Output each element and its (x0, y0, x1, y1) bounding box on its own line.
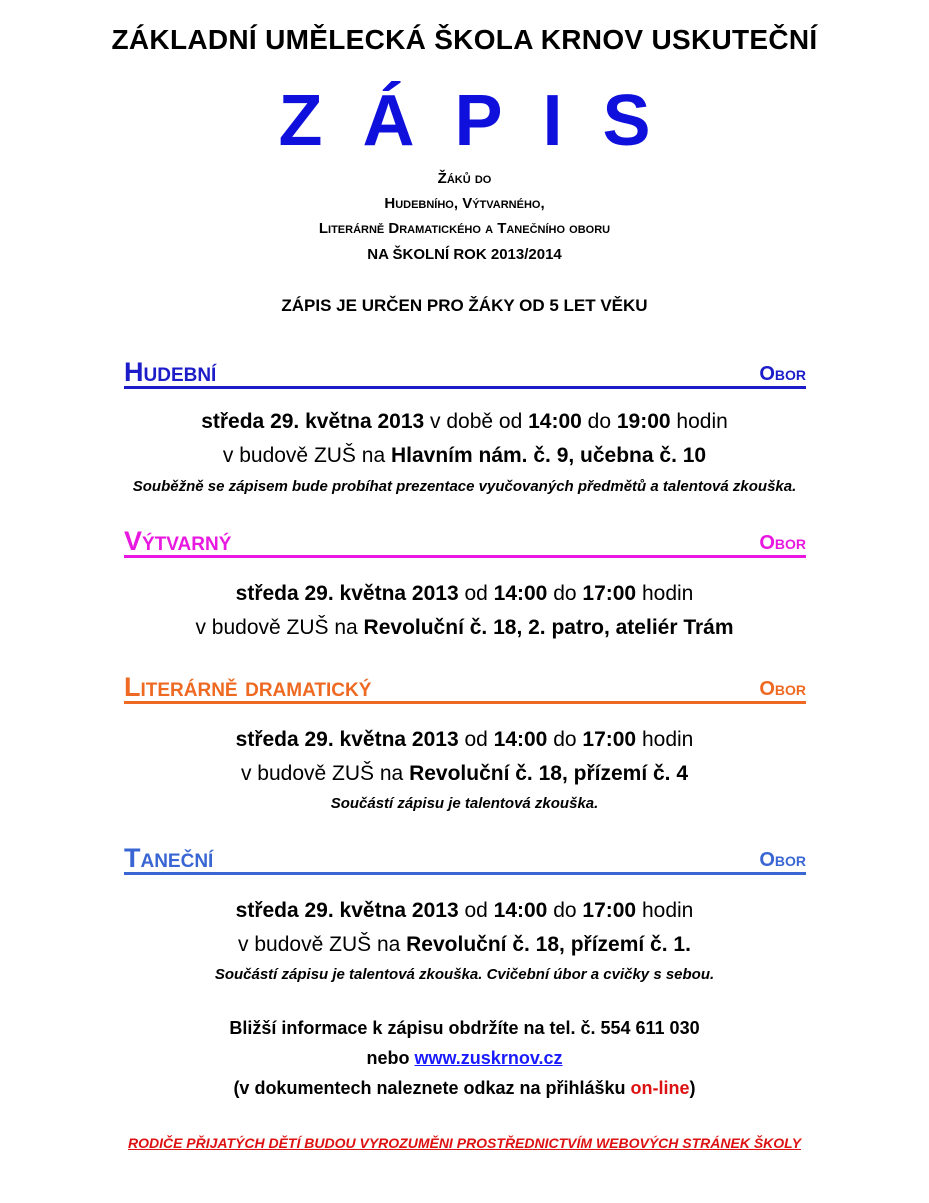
section-hudebni-note: Souběžně se zápisem bude probíhat prezentace vyučovaných předmětů a talentová zkouška. (132, 478, 797, 495)
section-tanecni-header (124, 838, 806, 875)
intro-line-4: NA ŠKOLNÍ ROK 2013/2014 (367, 246, 562, 263)
section-tanecni-note: Součástí zápisu je talentová zkouška. Cvičební úbor a cvičky s sebou. (214, 966, 715, 983)
section-tanecni-title: Taneční (124, 843, 214, 873)
place-prefix: v budově ZUŠ na (222, 444, 391, 467)
website-prefix: nebo (366, 1048, 415, 1068)
time-prefix: v době od (424, 410, 529, 433)
section-tanecni-place (0, 933, 929, 957)
section-vytvarny-header (124, 521, 806, 558)
documents-suffix: ) (689, 1078, 696, 1098)
time-prefix: od (458, 728, 494, 751)
section-literarne-title: Literárně dramatický (124, 672, 372, 702)
place-text: Hlavním nám. č. 9, učebna č. 10 (390, 444, 707, 467)
time-prefix: od (458, 899, 494, 922)
day-text: středa 29. května 2013 (235, 582, 459, 605)
time-from: 14:00 (493, 582, 548, 605)
online-text: on-line (630, 1078, 690, 1098)
intro-line-2: Hudebního, Výtvarného, (384, 195, 545, 212)
documents-line (0, 1078, 929, 1099)
section-hudebni-obor: Obor (759, 363, 806, 385)
time-suffix: hodin (636, 582, 694, 605)
section-vytvarny-place (0, 616, 929, 640)
day-text: středa 29. května 2013 (235, 899, 459, 922)
section-hudebni-place (0, 444, 929, 468)
parents-notice: RODIČE PŘIJATÝCH DĚTÍ BUDOU VYROZUMĚNI PROSTŘEDNICTVÍM WEBOVÝCH STRÁNEK ŠKOLY (127, 1135, 802, 1151)
section-hudebni-header (124, 352, 806, 389)
section-literarne-place (0, 762, 929, 786)
section-vytvarny-title: Výtvarný (124, 526, 232, 556)
place-text: Revoluční č. 18, přízemí č. 1. (406, 933, 691, 956)
place-prefix: v budově ZUŠ na (238, 933, 407, 956)
time-to: 17:00 (582, 899, 637, 922)
time-suffix: hodin (636, 728, 694, 751)
intro-line-3: Literárně Dramatického a Tanečního oboru (318, 220, 611, 237)
time-mid: do (547, 728, 583, 751)
time-mid: do (547, 582, 583, 605)
time-suffix: hodin (670, 410, 728, 433)
place-prefix: v budově ZUŠ na (195, 616, 364, 639)
section-tanecni-obor: Obor (759, 849, 806, 871)
place-text: Revoluční č. 18, přízemí č. 4 (409, 762, 689, 785)
page-title: ZÁPIS (278, 81, 691, 161)
time-from: 14:00 (493, 728, 548, 751)
time-to: 17:00 (582, 582, 637, 605)
contact-info: Bližší informace k zápisu obdržíte na tel. č. 554 611 030 (229, 1018, 700, 1038)
time-from: 14:00 (528, 410, 582, 433)
section-literarne-header (124, 667, 806, 704)
time-from: 14:00 (493, 899, 548, 922)
day-text: středa 29. května 2013 (201, 410, 425, 433)
place-text: Revoluční č. 18, 2. patro, ateliér Trám (363, 616, 734, 639)
section-hudebni-title: Hudební (124, 357, 217, 387)
section-literarne-obor: Obor (759, 678, 806, 700)
school-name: ZÁKLADNÍ UMĚLECKÁ ŠKOLA KRNOV USKUTEČNÍ (111, 24, 818, 55)
section-vytvarny-obor: Obor (759, 532, 806, 554)
section-hudebni-time (0, 410, 929, 434)
documents-prefix: (v dokumentech naleznete odkaz na přihlášku (233, 1078, 631, 1098)
section-tanecni-time (0, 899, 929, 923)
time-suffix: hodin (636, 899, 694, 922)
section-literarne-time (0, 728, 929, 752)
age-note: ZÁPIS JE URČEN PRO ŽÁKY OD 5 LET VĚKU (281, 296, 648, 315)
section-literarne-note: Součástí zápisu je talentová zkouška. (330, 795, 599, 812)
section-vytvarny-time (0, 582, 929, 606)
website-line (0, 1048, 929, 1069)
time-to: 19:00 (616, 410, 671, 433)
time-prefix: od (458, 582, 494, 605)
intro-line-1: Žáků do (437, 170, 492, 187)
day-text: středa 29. května 2013 (235, 728, 459, 751)
place-prefix: v budově ZUŠ na (240, 762, 410, 785)
time-mid: do (547, 899, 583, 922)
website-link[interactable]: www.zuskrnov.cz (414, 1048, 563, 1068)
time-mid: do (581, 410, 617, 433)
time-to: 17:00 (582, 728, 637, 751)
